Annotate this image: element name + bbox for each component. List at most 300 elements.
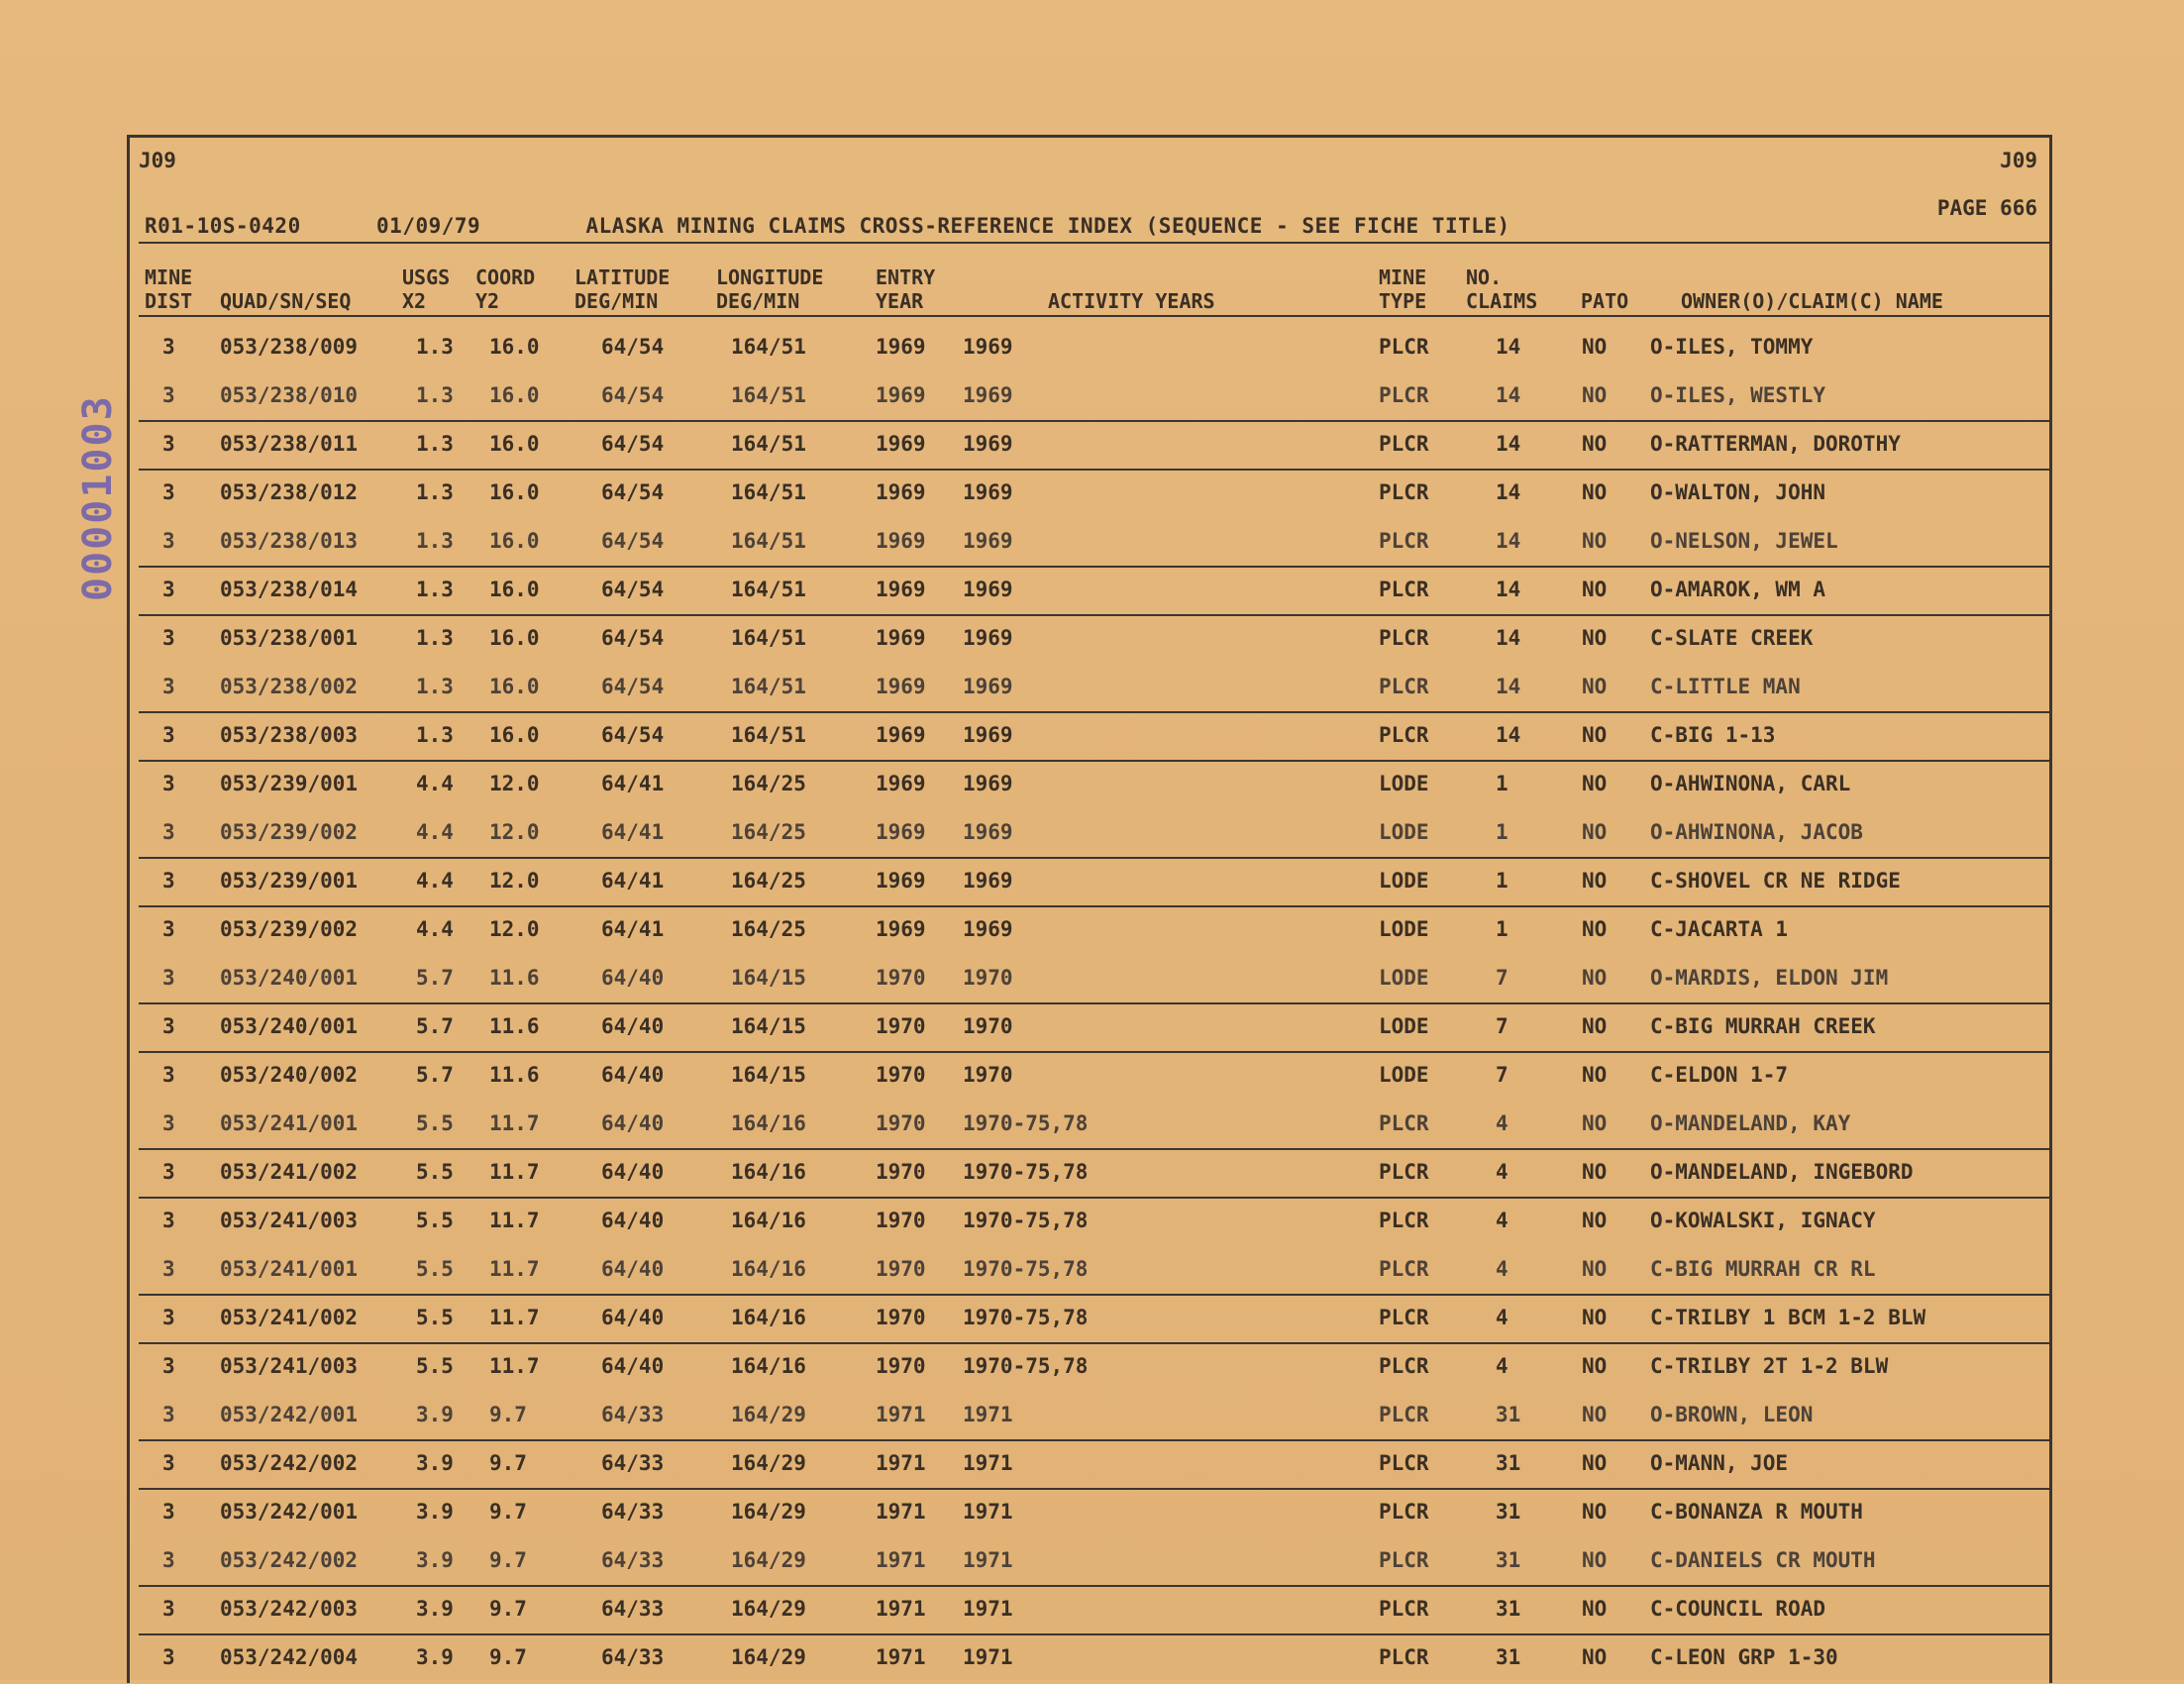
cell-name: O-AMAROK, WM A [1650,578,1826,601]
cell-y2: 12.0 [489,772,540,795]
cell-pato: NO [1582,869,1608,893]
cell-lat: 64/40 [601,1306,665,1329]
column-header-line2: QUAD/SN/SEQ [220,289,352,313]
column-header-line1: USGS [402,265,451,289]
table-row [0,1247,2184,1296]
cell-quad: 053/242/001 [220,1403,359,1426]
column-header-mine-dist [145,265,192,313]
column-header-rule [139,315,2050,317]
table-row [0,762,2184,810]
cell-y2: 9.7 [489,1403,527,1426]
cell-lon: 164/16 [731,1257,806,1281]
cell-name: O-BROWN, LEON [1650,1403,1814,1426]
cell-claims: 4 [1496,1354,1508,1378]
cell-dist: 3 [162,383,175,407]
cell-dist: 3 [162,675,175,698]
cell-entry: 1971 [876,1500,926,1524]
table-row [0,422,2184,471]
cell-lat: 64/33 [601,1403,665,1426]
cell-y2: 16.0 [489,432,540,456]
column-header-line1: ENTRY [876,265,936,289]
cell-claims: 31 [1496,1597,1521,1621]
column-header-line2: DEG/MIN [574,289,659,313]
cell-quad: 053/241/003 [220,1209,359,1232]
cell-x2: 5.7 [416,966,454,990]
cell-type: PLCR [1379,723,1429,747]
cell-quad: 053/241/001 [220,1257,359,1281]
table-row [0,519,2184,568]
cell-y2: 16.0 [489,383,540,407]
cell-pato: NO [1582,1597,1608,1621]
cell-y2: 11.7 [489,1306,540,1329]
column-header-entry-year [876,265,935,313]
cell-dist: 3 [162,1160,175,1184]
cell-dist: 3 [162,869,175,893]
cell-pato: NO [1582,1014,1608,1038]
report-date: 01/09/79 [376,214,481,238]
cell-claims: 14 [1496,529,1521,553]
cell-dist: 3 [162,1451,175,1475]
cell-dist: 3 [162,1597,175,1621]
table-row [0,1296,2184,1344]
column-header-line1 [1048,265,1215,289]
cell-name: C-SLATE CREEK [1650,626,1814,650]
cell-x2: 1.3 [416,723,454,747]
cell-claims: 7 [1496,1063,1508,1087]
cell-y2: 9.7 [489,1548,527,1572]
cell-lon: 164/15 [731,966,806,990]
column-header-line2: ACTIVITY YEARS [1048,289,1215,313]
cell-entry: 1969 [876,626,926,650]
cell-quad: 053/238/013 [220,529,359,553]
cell-name: C-JACARTA 1 [1650,917,1789,941]
cell-quad: 053/241/002 [220,1306,359,1329]
cell-activity: 1969 [963,578,1013,601]
cell-type: PLCR [1379,1645,1429,1669]
cell-entry: 1971 [876,1597,926,1621]
cell-dist: 3 [162,1354,175,1378]
column-header-line2: OWNER(O)/CLAIM(C) NAME [1681,289,1943,313]
cell-lat: 64/41 [601,917,665,941]
cell-lat: 64/54 [601,723,665,747]
cell-claims: 14 [1496,626,1521,650]
cell-lon: 164/16 [731,1111,806,1135]
cell-lon: 164/16 [731,1209,806,1232]
cell-quad: 053/241/002 [220,1160,359,1184]
page-number: PAGE 666 [1936,196,2037,220]
cell-lat: 64/33 [601,1548,665,1572]
cell-entry: 1969 [876,432,926,456]
column-header-line2: PATO [1581,289,1629,313]
cell-entry: 1970 [876,966,926,990]
cell-lat: 64/40 [601,966,665,990]
cell-lon: 164/25 [731,772,806,795]
cell-entry: 1969 [876,723,926,747]
cell-claims: 4 [1496,1111,1508,1135]
table-row [0,1102,2184,1150]
cell-pato: NO [1582,529,1608,553]
cell-dist: 3 [162,529,175,553]
cell-dist: 3 [162,917,175,941]
cell-type: PLCR [1379,1209,1429,1232]
cell-quad: 053/239/001 [220,869,359,893]
cell-y2: 11.6 [489,966,540,990]
cell-quad: 053/240/001 [220,966,359,990]
cell-type: PLCR [1379,1597,1429,1621]
header-rule [139,242,2050,244]
cell-claims: 14 [1496,723,1521,747]
table-row [0,859,2184,907]
cell-name: C-BIG 1-13 [1650,723,1776,747]
cell-pato: NO [1582,578,1608,601]
cell-dist: 3 [162,1014,175,1038]
cell-y2: 16.0 [489,626,540,650]
cell-entry: 1969 [876,675,926,698]
cell-name: O-KOWALSKI, IGNACY [1650,1209,1876,1232]
cell-pato: NO [1582,432,1608,456]
cell-name: O-ILES, TOMMY [1650,335,1814,359]
cell-name: O-RATTERMAN, DOROTHY [1650,432,1901,456]
cell-quad: 053/238/001 [220,626,359,650]
cell-entry: 1971 [876,1403,926,1426]
cell-lat: 64/54 [601,480,665,504]
cell-quad: 053/238/010 [220,383,359,407]
cell-dist: 3 [162,626,175,650]
cell-x2: 3.9 [416,1451,454,1475]
cell-quad: 053/242/004 [220,1645,359,1669]
cell-entry: 1970 [876,1014,926,1038]
table-row [0,1587,2184,1635]
cell-activity: 1969 [963,335,1013,359]
cell-pato: NO [1582,1111,1608,1135]
cell-lon: 164/15 [731,1014,806,1038]
cell-lon: 164/51 [731,383,806,407]
cell-name: C-COUNCIL ROAD [1650,1597,1826,1621]
cell-lon: 164/51 [731,723,806,747]
cell-x2: 5.5 [416,1111,454,1135]
cell-activity: 1969 [963,529,1013,553]
cell-dist: 3 [162,723,175,747]
cell-quad: 053/241/003 [220,1354,359,1378]
cell-lon: 164/15 [731,1063,806,1087]
cell-quad: 053/242/003 [220,1597,359,1621]
cell-x2: 1.3 [416,335,454,359]
cell-y2: 16.0 [489,578,540,601]
cell-pato: NO [1582,1451,1608,1475]
cell-dist: 3 [162,820,175,844]
cell-activity: 1970-75,78 [963,1257,1089,1281]
table-row [0,1635,2184,1684]
cell-x2: 5.5 [416,1209,454,1232]
cell-entry: 1969 [876,578,926,601]
cell-dist: 3 [162,1403,175,1426]
cell-x2: 1.3 [416,626,454,650]
column-header-line1: LONGITUDE [716,265,824,289]
cell-pato: NO [1582,1209,1608,1232]
cell-y2: 16.0 [489,723,540,747]
cell-entry: 1971 [876,1645,926,1669]
cell-activity: 1970 [963,966,1013,990]
cell-quad: 053/239/002 [220,820,359,844]
table-row [0,568,2184,616]
cell-claims: 14 [1496,675,1521,698]
cell-claims: 31 [1496,1645,1521,1669]
cell-pato: NO [1582,1063,1608,1087]
cell-activity: 1970 [963,1014,1013,1038]
cell-y2: 16.0 [489,335,540,359]
report-header [145,214,1510,238]
cell-quad: 053/238/003 [220,723,359,747]
cell-lat: 64/54 [601,626,665,650]
cell-name: O-NELSON, JEWEL [1650,529,1838,553]
table-row [0,1004,2184,1053]
cell-activity: 1970 [963,1063,1013,1087]
cell-quad: 053/242/002 [220,1451,359,1475]
table-row [0,616,2184,665]
table-row [0,1441,2184,1490]
cell-activity: 1971 [963,1500,1013,1524]
cell-lon: 164/25 [731,869,806,893]
cell-entry: 1970 [876,1111,926,1135]
cell-activity: 1969 [963,723,1013,747]
cell-activity: 1969 [963,432,1013,456]
cell-activity: 1969 [963,626,1013,650]
cell-lat: 64/33 [601,1500,665,1524]
table-row [0,325,2184,373]
column-header-quad [220,265,351,313]
table-row [0,1490,2184,1538]
cell-type: PLCR [1379,1111,1429,1135]
cell-name: C-TRILBY 2T 1-2 BLW [1650,1354,1889,1378]
cell-x2: 4.4 [416,820,454,844]
cell-y2: 12.0 [489,917,540,941]
column-header-line2: DEG/MIN [716,289,800,313]
cell-type: PLCR [1379,480,1429,504]
cell-x2: 1.3 [416,480,454,504]
cell-type: LODE [1379,1063,1429,1087]
cell-name: O-AHWINONA, JACOB [1650,820,1863,844]
cell-pato: NO [1582,1354,1608,1378]
cell-type: PLCR [1379,1354,1429,1378]
cell-lon: 164/51 [731,626,806,650]
cell-lon: 164/29 [731,1597,806,1621]
cell-claims: 31 [1496,1548,1521,1572]
cell-activity: 1970-75,78 [963,1111,1089,1135]
cell-lat: 64/40 [601,1354,665,1378]
cell-type: PLCR [1379,1257,1429,1281]
cell-dist: 3 [162,1111,175,1135]
cell-y2: 9.7 [489,1500,527,1524]
column-header-longitude [716,265,823,313]
cell-claims: 31 [1496,1500,1521,1524]
cell-y2: 16.0 [489,675,540,698]
cell-x2: 4.4 [416,772,454,795]
cell-pato: NO [1582,723,1608,747]
cell-claims: 1 [1496,917,1508,941]
cell-y2: 11.7 [489,1209,540,1232]
cell-pato: NO [1582,1645,1608,1669]
cell-y2: 12.0 [489,820,540,844]
column-header-pato [1581,265,1628,313]
cell-lat: 64/33 [601,1597,665,1621]
cell-claims: 7 [1496,966,1508,990]
cell-dist: 3 [162,335,175,359]
cell-y2: 9.7 [489,1645,527,1669]
cell-lat: 64/33 [601,1645,665,1669]
column-header-line1: COORD [475,265,536,289]
cell-entry: 1970 [876,1354,926,1378]
column-header-usgs-x2 [402,265,450,313]
cell-y2: 16.0 [489,529,540,553]
cell-quad: 053/238/012 [220,480,359,504]
cell-entry: 1971 [876,1451,926,1475]
table-row [0,665,2184,713]
cell-dist: 3 [162,1500,175,1524]
column-header-line2: TYPE [1379,289,1427,313]
cell-x2: 1.3 [416,529,454,553]
cell-lon: 164/16 [731,1160,806,1184]
cell-name: O-MANN, JOE [1650,1451,1789,1475]
cell-activity: 1969 [963,480,1013,504]
cell-activity: 1970-75,78 [963,1209,1089,1232]
column-header-mine-type [1379,265,1426,313]
cell-entry: 1969 [876,480,926,504]
column-header-claims [1466,265,1537,313]
cell-claims: 1 [1496,772,1508,795]
cell-lat: 64/54 [601,529,665,553]
column-header-line2: YEAR [876,289,924,313]
table-row [0,956,2184,1004]
cell-name: C-LITTLE MAN [1650,675,1801,698]
cell-y2: 16.0 [489,480,540,504]
cell-lat: 64/54 [601,383,665,407]
cell-lat: 64/40 [601,1209,665,1232]
column-header-latitude [574,265,670,313]
table-row [0,1538,2184,1587]
cell-x2: 3.9 [416,1403,454,1426]
cell-x2: 4.4 [416,869,454,893]
cell-name: C-BIG MURRAH CREEK [1650,1014,1876,1038]
table-row [0,907,2184,956]
cell-claims: 4 [1496,1160,1508,1184]
cell-pato: NO [1582,1500,1608,1524]
cell-type: LODE [1379,1014,1429,1038]
cell-type: LODE [1379,966,1429,990]
cell-quad: 053/242/002 [220,1548,359,1572]
cell-activity: 1969 [963,917,1013,941]
cell-x2: 3.9 [416,1548,454,1572]
cell-x2: 1.3 [416,578,454,601]
cell-lat: 64/40 [601,1111,665,1135]
table-row [0,1150,2184,1199]
cell-claims: 1 [1496,820,1508,844]
cell-quad: 053/240/002 [220,1063,359,1087]
cell-quad: 053/238/002 [220,675,359,698]
cell-type: PLCR [1379,335,1429,359]
cell-y2: 9.7 [489,1451,527,1475]
corner-label-left: J09 [139,149,176,172]
cell-name: O-MARDIS, ELDON JIM [1650,966,1889,990]
cell-lon: 164/51 [731,578,806,601]
cell-name: C-BIG MURRAH CR RL [1650,1257,1876,1281]
cell-type: PLCR [1379,1548,1429,1572]
cell-type: LODE [1379,917,1429,941]
cell-pato: NO [1582,675,1608,698]
cell-lon: 164/51 [731,335,806,359]
cell-type: PLCR [1379,626,1429,650]
column-header-line2: DIST [145,289,193,313]
cell-type: PLCR [1379,1500,1429,1524]
cell-name: C-SHOVEL CR NE RIDGE [1650,869,1901,893]
cell-entry: 1969 [876,820,926,844]
cell-lat: 64/41 [601,869,665,893]
cell-pato: NO [1582,917,1608,941]
cell-name: O-AHWINONA, CARL [1650,772,1851,795]
cell-name: O-WALTON, JOHN [1650,480,1826,504]
column-header-line1: LATITUDE [574,265,671,289]
cell-type: PLCR [1379,675,1429,698]
cell-activity: 1969 [963,675,1013,698]
cell-activity: 1970-75,78 [963,1354,1089,1378]
cell-lat: 64/40 [601,1160,665,1184]
cell-entry: 1969 [876,335,926,359]
cell-name: O-ILES, WESTLY [1650,383,1826,407]
cell-activity: 1971 [963,1451,1013,1475]
cell-x2: 3.9 [416,1645,454,1669]
cell-y2: 11.7 [489,1354,540,1378]
table-row [0,1393,2184,1441]
cell-lon: 164/51 [731,529,806,553]
cell-activity: 1969 [963,820,1013,844]
column-header-name [1681,265,1943,313]
cell-lon: 164/51 [731,675,806,698]
cell-dist: 3 [162,1209,175,1232]
cell-claims: 4 [1496,1209,1508,1232]
cell-entry: 1970 [876,1209,926,1232]
cell-x2: 4.4 [416,917,454,941]
cell-dist: 3 [162,966,175,990]
cell-entry: 1969 [876,772,926,795]
cell-entry: 1970 [876,1063,926,1087]
cell-claims: 7 [1496,1014,1508,1038]
cell-dist: 3 [162,1645,175,1669]
column-header-activity [1048,265,1215,313]
column-header-line1: MINE [145,265,193,289]
cell-pato: NO [1582,820,1608,844]
cell-quad: 053/240/001 [220,1014,359,1038]
cell-lon: 164/29 [731,1451,806,1475]
cell-x2: 3.9 [416,1500,454,1524]
cell-lon: 164/29 [731,1500,806,1524]
cell-entry: 1969 [876,383,926,407]
column-header-coord-y2 [475,265,535,313]
cell-lat: 64/40 [601,1014,665,1038]
cell-x2: 1.3 [416,675,454,698]
cell-name: C-LEON GRP 1-30 [1650,1645,1838,1669]
cell-type: PLCR [1379,1451,1429,1475]
cell-y2: 11.6 [489,1014,540,1038]
cell-lon: 164/25 [731,820,806,844]
cell-entry: 1970 [876,1306,926,1329]
cell-pato: NO [1582,626,1608,650]
cell-activity: 1971 [963,1597,1013,1621]
cell-quad: 053/239/001 [220,772,359,795]
column-header-line1 [1581,265,1628,289]
cell-lat: 64/54 [601,578,665,601]
report-title: ALASKA MINING CLAIMS CROSS-REFERENCE INDEX (SEQUENCE - SEE FICHE TITLE) [585,214,1510,238]
cell-type: PLCR [1379,1306,1429,1329]
table-row [0,471,2184,519]
